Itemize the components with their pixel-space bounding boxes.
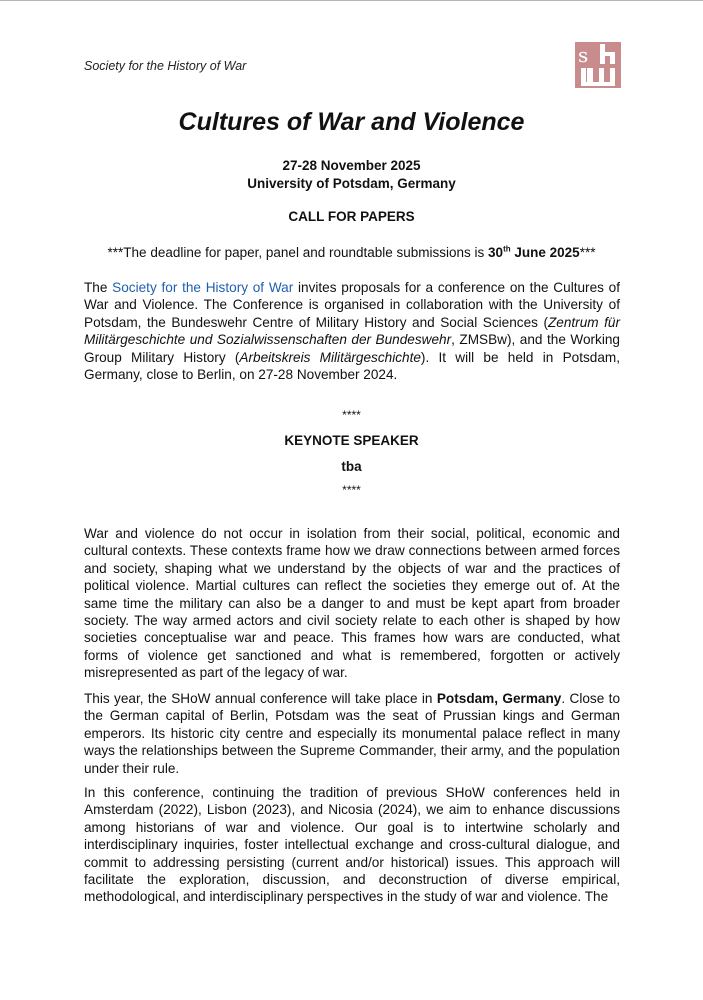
- body-paragraph-3: In this conference, continuing the tradition of previous SHoW conferences held in Amsterdam (2022), Lisbon (2023), and Nicosia (2024), we aim to enhance discussions among historians of war and violence. Our goal is to intertwine scholarly and interdisciplinary inquiries, foster intellectual exchange and cross-cultural dialogue, and commit to addressing persisting (current and/or historical) issues. This approach will facilitate the exploration, discussion, and deconstruction of diverse empirical, methodological, and interdisciplinary perspectives in the study of war and violence. The: [84, 785, 620, 905]
- show-link[interactable]: Society for the History of War: [112, 280, 294, 295]
- deadline-date: 30th June 2025: [488, 244, 580, 260]
- event-dates: 27-28 November 2025: [282, 158, 421, 173]
- logo-letter-s: s: [578, 43, 589, 67]
- page-title: Cultures of War and Violence: [178, 108, 525, 136]
- keynote-heading: KEYNOTE SPEAKER: [284, 433, 419, 448]
- intro-paragraph: The Society for the History of War invites proposals for a conference on the Cultures of War and Violence. The Conference is organised in collaboration with the University of Potsdam, the Bundeswehr Centre of Military History and Social Sciences (Zentrum für Militärgeschichte und Sozialwissenschaften der Bundeswehr, ZMSBw), and the Working Group Military History (Arbeitskreis Militärgeschichte). It will be held in Potsdam, Germany, close to Berlin, on 27-28 November 2024.: [84, 280, 621, 383]
- shw-logo: [575, 42, 621, 88]
- page-top-border: [0, 0, 703, 1]
- event-venue: University of Potsdam, Germany: [247, 176, 456, 191]
- deadline-notice: [0, 245, 703, 260]
- body-paragraph-1: War and violence do not occur in isolation from their social, political, economic and cultural contexts. These contexts frame how we draw connections between armed forces and society, shaping what we understand by the objects of war and the practices of political violence. Martial cultures can reflect the societies they emerge out of. At the same time the military can also be a danger to and must be kept apart from broader society. The way armed actors and civil society relate to each other is shaped by how societies conceptualise war and peace. This frames how wars are conducted, what forms of violence get sanctioned and what is remembered, forgotten or actively misrepresented as part of the legacy of war.: [84, 526, 620, 681]
- keynote-speaker: tba: [341, 459, 362, 474]
- header-organization: Society for the History of War: [84, 59, 247, 73]
- separator-bottom: ****: [342, 483, 361, 497]
- body-paragraph-2: This year, the SHoW annual conference will take place in Potsdam, Germany. Close to the German capital of Berlin, Potsdam was the seat of Prussian kings and German emperors. Its historic city centre and especially its monumental palace reflect in many ways the relationships between the Supreme Commander, their army, and the population under their rule.: [84, 691, 621, 776]
- separator-top: ****: [342, 408, 361, 422]
- deadline-prefix: ***The deadline for paper, panel and roundtable submissions is: [107, 245, 489, 260]
- cfp-heading: CALL FOR PAPERS: [288, 209, 415, 224]
- deadline-suffix: ***: [579, 245, 596, 260]
